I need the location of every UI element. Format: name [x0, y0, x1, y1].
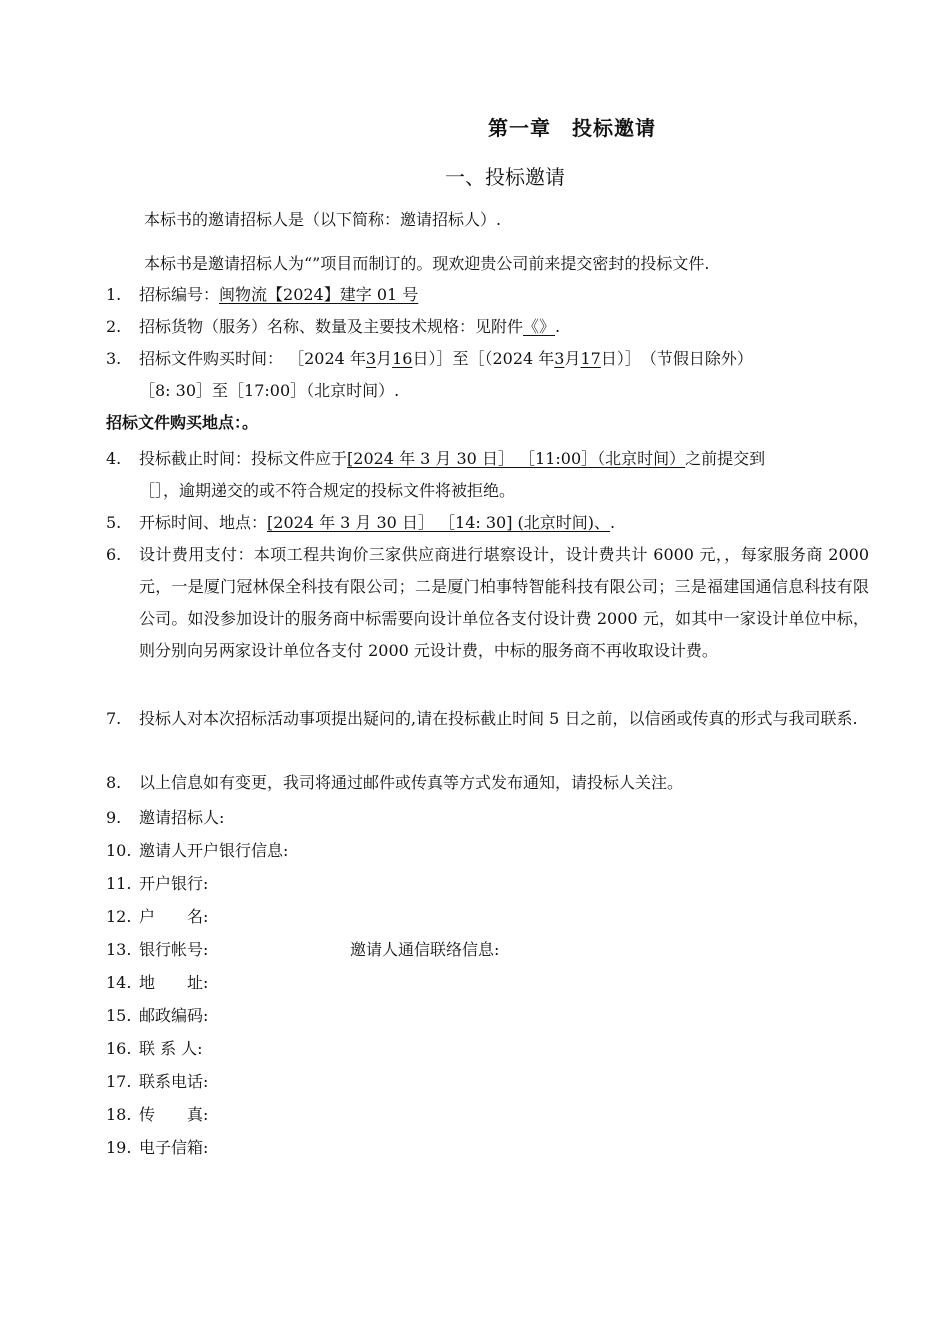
contact-label: 户 名:	[139, 907, 209, 926]
item-4-line-2: ［］，逾期递交的或不符合规定的投标文件将被拒绝。	[139, 481, 516, 500]
intro-paragraph-2: 本标书是邀请招标人为“”项目而制订的。现欢迎贵公司前来提交密封的投标文件.	[144, 254, 710, 273]
item-text: 招标文件购买时间： ［2024 年	[139, 349, 366, 368]
contact-label: 邀请人开户银行信息:	[139, 841, 289, 860]
item-number: 10.	[106, 841, 132, 860]
bid-number: 闽物流【2024】建字 01 号	[219, 285, 419, 304]
item-number: 18.	[106, 1105, 132, 1124]
item-text: 开标时间、地点：	[139, 513, 268, 532]
item-text: 招标编号：	[139, 285, 220, 304]
item-number: 7.	[106, 709, 122, 728]
contact-label: 传 真:	[139, 1105, 209, 1124]
contact-label: 银行帐号:	[139, 940, 209, 959]
item-number: 12.	[106, 907, 132, 926]
contact-label: 联系电话:	[139, 1072, 209, 1091]
item-number: 11.	[106, 874, 132, 893]
end-day: 17	[580, 349, 601, 368]
item-number: 8.	[106, 773, 122, 792]
start-day: 16	[392, 349, 413, 368]
item-number: 2.	[106, 317, 122, 336]
start-month: 3	[365, 349, 377, 368]
item-number: 13.	[106, 940, 132, 959]
intro-paragraph-1: 本标书的邀请招标人是（以下简称：邀请招标人）.	[144, 210, 502, 229]
deadline: [2024 年 3 月 30 日］ ［11:00］（北京时间）	[347, 449, 686, 468]
item-number: 5.	[106, 513, 122, 532]
item-text-end: .	[610, 513, 616, 532]
item-number: 19.	[106, 1138, 132, 1157]
item-number: 17.	[106, 1072, 132, 1091]
chapter-title: 第一章 投标邀请	[488, 116, 656, 140]
contact-label: 开户银行:	[139, 874, 209, 893]
item-number: 14.	[106, 973, 132, 992]
item-text: 投标截止时间：投标文件应于	[139, 449, 348, 468]
contact-label: 邀请招标人:	[139, 808, 225, 827]
item-text-end: 之前提交到	[685, 449, 766, 468]
contact-label: 地 址:	[139, 973, 209, 992]
opening-time: [2024 年 3 月 30 日］ ［14: 30] (北京时间)、	[267, 513, 611, 532]
item-number: 16.	[106, 1039, 132, 1058]
contact-label: 电子信箱:	[139, 1138, 209, 1157]
item-text-mid: 日）］至［（2024 年	[412, 349, 555, 368]
month-label: 月	[564, 349, 581, 368]
item-number: 9.	[106, 808, 122, 827]
contact-label: 联 系 人:	[139, 1039, 203, 1058]
item-text: 招标货物（服务）名称、数量及主要技术规格：见附件	[139, 317, 524, 336]
item-number: 3.	[106, 349, 122, 368]
item-number: 6.	[106, 545, 122, 564]
item-3-line-2: ［8: 30］至［17:00］（北京时间）.	[139, 381, 400, 400]
item-number: 1.	[106, 285, 122, 304]
item-number: 15.	[106, 1006, 132, 1025]
month-label: 月	[376, 349, 393, 368]
item-number: 4.	[106, 449, 122, 468]
item-text-end: .	[555, 317, 561, 336]
section-title: 一、投标邀请	[445, 165, 565, 189]
item-text: 投标人对本次招标活动事项提出疑问的,请在投标截止时间 5 日之前，以信函或传真的形式与我司联系.	[139, 709, 858, 728]
end-month: 3	[554, 349, 565, 368]
item-text: 以上信息如有变更，我司将通过邮件或传真等方式发布通知，请投标人关注。	[139, 773, 684, 792]
contact-label: 邮政编码:	[139, 1006, 209, 1025]
contact-info-heading: 邀请人通信联络信息:	[350, 940, 500, 959]
attachment-ref: 《》	[523, 317, 556, 336]
purchase-location: 招标文件购买地点：。	[106, 413, 259, 432]
item-text: 设计费用支付：本项工程共询价三家供应商进行堪察设计，设计费共计 6000 元，，每家服务商 2000 元，一是厦门冠林保全科技有限公司；二是厦门柏事特智能科技有限公司；三是福建国通信息科技有限公司。如没参加设计的服务商中标需要向设计单位各支付设计费 2000 元，如其中一家设计单位中标，则分别向另两家设计单位各支付 2000 元设计费，中标的服务商不再收取设计费。	[139, 545, 869, 660]
item-text-end: 日）］ （节假日除外）	[600, 349, 753, 368]
